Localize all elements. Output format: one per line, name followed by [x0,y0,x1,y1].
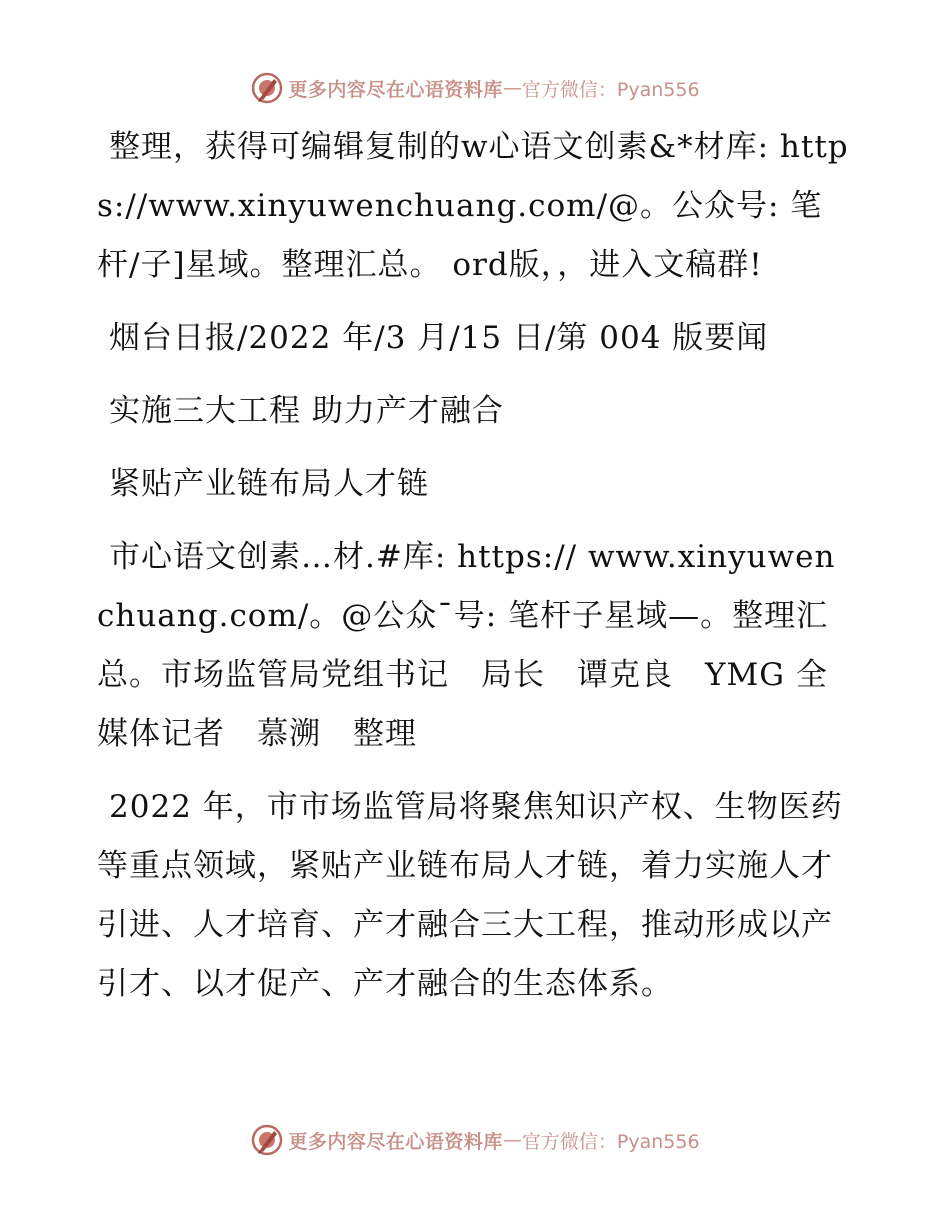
watermark-separator: — [502,77,522,99]
quill-logo-icon [250,1123,284,1157]
quill-logo-icon [250,71,284,105]
document-body [97,118,853,1028]
body-paragraph: 2022 年，市市场监管局将聚焦知识产权、生物医药等重点领域，紧贴产业链布局人才链，着力实施人才引进、人才培育、产才融合三大工程，推动形成以产引才、以才促产、产才融合的生态体系。 [97,789,843,1002]
article-subtitle: 紧贴产业链布局人才链 [109,466,429,502]
watermark-site-text: 更多内容尽在心语资料库 [288,78,503,101]
header-watermark [0,68,950,108]
watermark-separator: — [502,1129,522,1151]
watermark-contact: 官方微信：Pyan556 [521,1130,700,1153]
footer-watermark [0,1120,950,1160]
watermark-contact: 官方微信：Pyan556 [521,78,700,101]
watermark-site-text: 更多内容尽在心语资料库 [288,1130,503,1153]
intro-paragraph: 整理，获得可编辑复制的w心语文创素&*材库: https://www.xinyuwenchuang.com/@。公众号: 笔杆/子]星域。整理汇总。 ord版，，进入文稿群! [97,129,849,283]
source-line: 烟台日报/2022 年/3 月/15 日/第 004 版要闻 [109,320,769,356]
article-title: 实施三大工程 助力产才融合 [109,393,504,429]
byline-paragraph: 市心语文创素…材.#库: https:// www.xinyuwenchuang.com/。@公众¯号: 笔杆子星域—。整理汇总。市场监管局党组书记 局长 谭克良 YMG 全媒体记者 慕溯 整理 [97,539,836,752]
